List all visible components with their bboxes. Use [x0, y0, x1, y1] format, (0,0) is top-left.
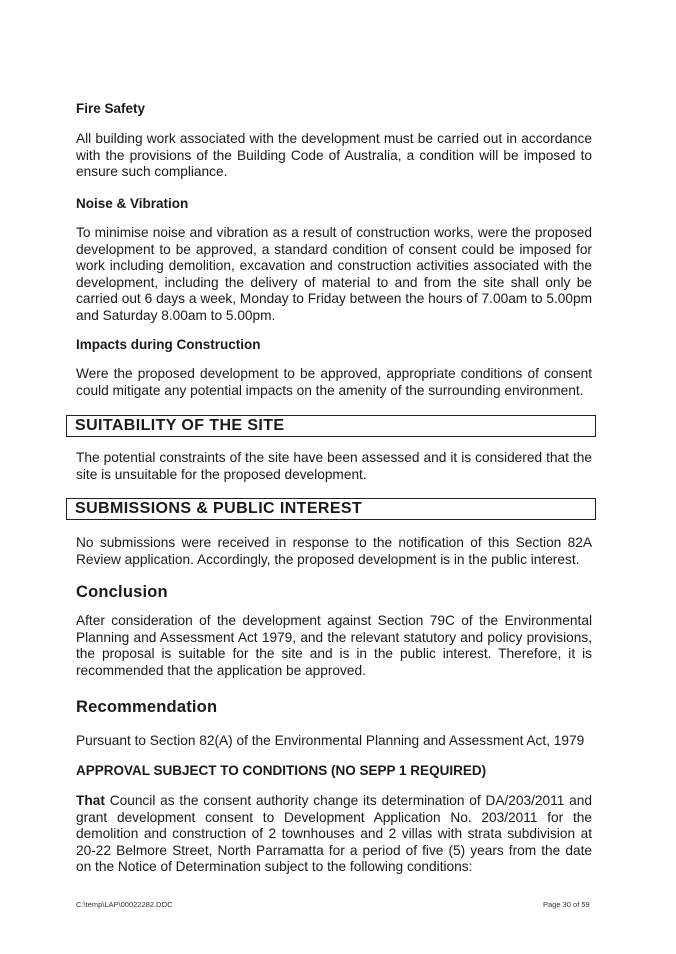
suitability-section-heading — [66, 415, 596, 437]
approval-heading: APPROVAL SUBJECT TO CONDITIONS (NO SEPP 1 REQUIRED) — [76, 763, 487, 778]
suitability-paragraph: The potential constraints of the site have been assessed and it is considered that the site is unsuitable for the proposed development. — [76, 450, 592, 482]
approval-body-text: Council as the consent authority change its determination of DA/203/2011 and grant development consent to Development Application No. 203/2011 for the demolition and construction of 2 townhouses and 2 villas with strata subdivision at 20-22 Belmore Street, North Parramatta for a period of five (5) years from the date on the Notice of Determination subject to the following conditions: — [76, 793, 592, 875]
impacts-paragraph: Were the proposed development to be approved, appropriate conditions of consent could mitigate any potential impacts on the amenity of the surrounding environment. — [76, 366, 592, 398]
submissions-heading-text: SUBMISSIONS & PUBLIC INTEREST — [75, 500, 363, 517]
noise-vibration-heading: Noise & Vibration — [76, 196, 189, 211]
fire-safety-paragraph: All building work associated with the development must be carried out in accordance with the provisions of the Building Code of Australia, a condition will be imposed to ensure such compliance. — [76, 131, 592, 180]
approval-paragraph — [76, 793, 592, 876]
suitability-heading-text: SUITABILITY OF THE SITE — [75, 417, 285, 434]
conclusion-heading: Conclusion — [76, 583, 168, 601]
impacts-heading: Impacts during Construction — [76, 337, 261, 352]
recommendation-heading: Recommendation — [76, 698, 218, 716]
approval-lead-word: That — [76, 793, 105, 808]
submissions-section-heading — [66, 498, 596, 520]
submissions-paragraph: No submissions were received in response to the notification of this Section 82A Review application. Accordingly, the proposed development is in the public interest. — [76, 535, 592, 567]
fire-safety-heading: Fire Safety — [76, 101, 146, 116]
conclusion-paragraph: After consideration of the development against Section 79C of the Environmental Planning and Assessment Act 1979, and the relevant statutory and policy provisions, the proposal is suitable for the site and is in the public interest. Therefore, it is recommended that the application be approved. — [76, 613, 592, 678]
recommendation-paragraph: Pursuant to Section 82(A) of the Environmental Planning and Assessment Act, 1979 — [76, 733, 585, 748]
footer-file-path: C:\temp\LAP\00022282.DOC — [76, 900, 173, 909]
noise-vibration-paragraph: To minimise noise and vibration as a result of construction works, were the proposed development to be approved, a standard condition of consent could be imposed for work including demolition, excavation and construction activities associated with the development, including the delivery of material to and from the site shall only be carried out 6 days a week, Monday to Friday between the hours of 7.00am to 5.00pm and Saturday 8.00am to 5.00pm. — [76, 225, 592, 323]
footer-page-number: Page 30 of 59 — [543, 900, 590, 909]
